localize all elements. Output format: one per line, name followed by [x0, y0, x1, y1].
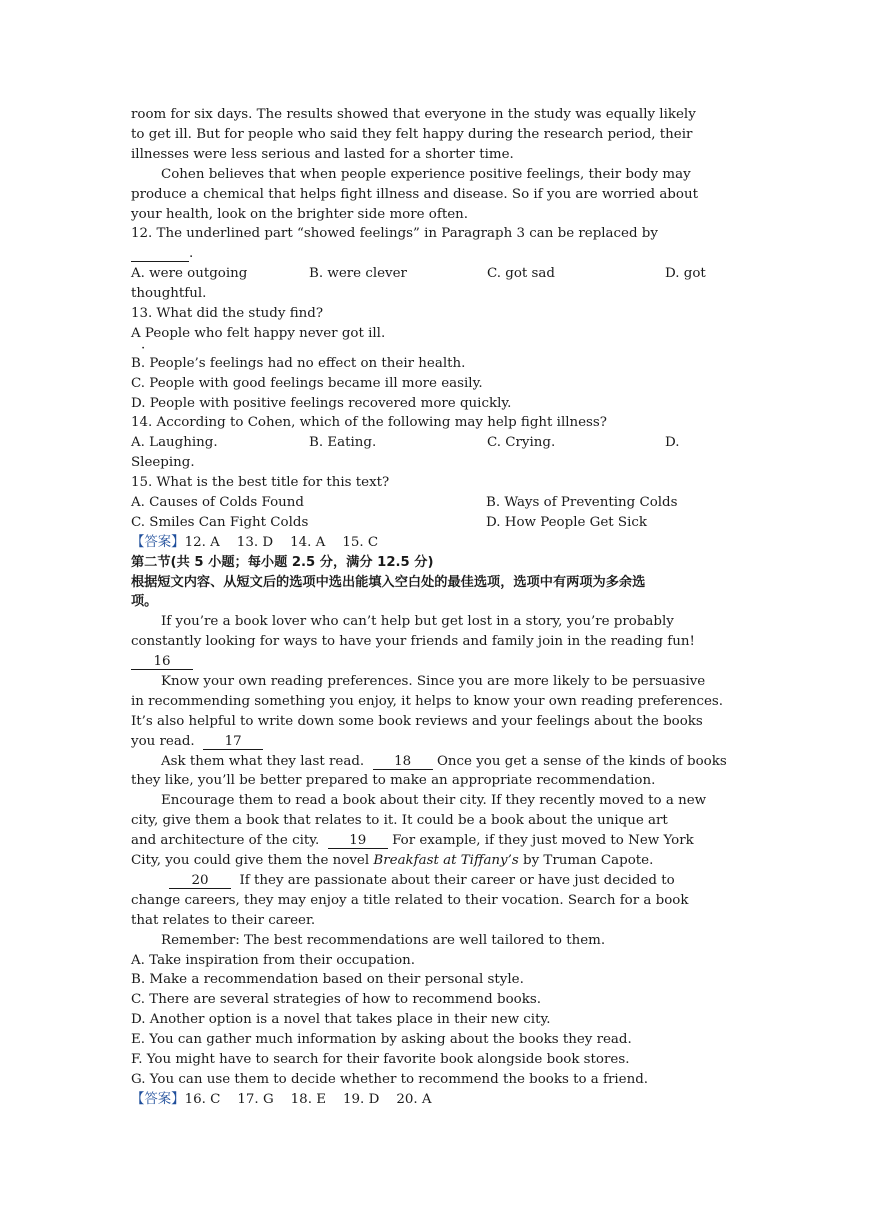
answer-text: 16. C 17. G 18. E 19. D 20. A	[184, 1091, 432, 1107]
option-c: C. got sad	[487, 266, 555, 282]
text-line: in recommending something you enjoy, it helps to know your own reading preferences.	[131, 693, 724, 709]
answer-text: 12. A 13. D 14. A 15. C	[184, 534, 379, 550]
blank-17: 17	[203, 734, 263, 750]
stray-dot: ·	[141, 340, 146, 356]
question-stem: 13. What did the study find?	[131, 305, 324, 321]
passage1-paragraph3	[131, 165, 738, 225]
answer-blank-line	[131, 244, 738, 264]
text-line: Cohen believes that when people experience positive feelings, their body may	[161, 166, 691, 182]
option-d: D. Another option is a novel that takes place in their new city.	[131, 1012, 551, 1028]
passage2-paragraph1	[131, 612, 738, 672]
option-a: A People who felt happy never got ill.	[131, 325, 386, 341]
options-row	[131, 264, 738, 284]
option-b: B. were clever	[309, 266, 407, 282]
text-fragment: you read.	[131, 733, 195, 749]
blank-18: 18	[373, 754, 433, 770]
text-line	[131, 752, 738, 772]
passage1-paragraph2	[131, 105, 738, 165]
book-title: Breakfast at Tiffany’s	[373, 853, 519, 869]
text-line: they like, you’ll be better prepared to make an appropriate recommendation.	[131, 773, 656, 789]
text-fragment: Once you get a sense of the kinds of books	[436, 753, 727, 769]
text-line	[131, 851, 738, 871]
option-d-wrap: thoughtful.	[131, 286, 207, 302]
answer-key	[131, 1090, 738, 1110]
options-row	[131, 433, 738, 453]
blank-period: .	[189, 246, 194, 262]
text-line: constantly looking for ways to have your friends and family join in the reading fun!	[131, 634, 695, 650]
document-page	[131, 105, 738, 1110]
option-a: A. Causes of Colds Found	[131, 494, 304, 510]
passage2-paragraph3	[131, 752, 738, 792]
question-15	[131, 473, 738, 533]
passage2-paragraph6: Remember: The best recommendations are well tailored to them.	[161, 932, 606, 948]
text-line: If you’re a book lover who can’t help but get lost in a story, you’re probably	[161, 614, 674, 630]
text-line: to get ill. But for people who said they felt happy during the research period, their	[131, 126, 693, 142]
text-fragment: Ask them what they last read.	[161, 753, 365, 769]
option-d-wrap: Sleeping.	[131, 455, 195, 471]
passage2-paragraph5	[131, 871, 738, 931]
text-line: city, give them a book that relates to it. It could be a book about the unique art	[131, 813, 668, 829]
text-line: It’s also helpful to write down some book reviews and your feelings about the books	[131, 713, 703, 729]
text-line: Know your own reading preferences. Since you are more likely to be persuasive	[161, 674, 706, 689]
answer-tag: 【答案】	[131, 534, 185, 550]
text-fragment: City, you could give them the novel	[131, 853, 370, 869]
text-fragment: and architecture of the city.	[131, 833, 320, 849]
option-d: D. People with positive feelings recovered more quickly.	[131, 395, 512, 411]
text-line	[131, 871, 738, 891]
option-c: C. Crying.	[487, 435, 556, 451]
option-e: E. You can gather much information by asking about the books they read.	[131, 1032, 632, 1048]
blank-line	[131, 652, 738, 672]
text-line: Encourage them to read a book about their city. If they recently moved to a new	[161, 793, 707, 809]
option-c: C. Smiles Can Fight Colds	[131, 514, 309, 530]
option-a: A. were outgoing	[131, 266, 248, 282]
text-fragment: by Truman Capote.	[523, 853, 654, 869]
option-b: B. Make a recommendation based on their personal style.	[131, 972, 524, 988]
option-b: B. Eating.	[309, 435, 377, 451]
text-line	[131, 732, 738, 752]
text-line: illnesses were less serious and lasted for a shorter time.	[131, 146, 514, 162]
option-g: G. You can use them to decide whether to recommend the books to a friend.	[131, 1071, 649, 1087]
passage2-paragraph2	[131, 672, 738, 752]
blank-20: 20	[169, 873, 231, 889]
option-c: C. People with good feelings became ill more easily.	[131, 375, 483, 391]
answer-key	[131, 533, 738, 553]
text-line: that relates to their career.	[131, 912, 316, 928]
option-b: B. Ways of Preventing Colds	[486, 494, 678, 510]
text-line: produce a chemical that helps fight illness and disease. So if you are worried about	[131, 186, 698, 202]
blank-16: 16	[131, 654, 193, 670]
text-fragment: For example, if they just moved to New York	[392, 833, 694, 849]
question-12	[131, 224, 738, 304]
option-d: D.	[665, 435, 680, 451]
option-c: C. There are several strategies of how to recommend books.	[131, 992, 541, 1008]
section-instructions: 根据短文内容、从短文后的选项中选出能填入空白处的最佳选项，选项中有两项为多余选	[131, 574, 646, 590]
text-line: change careers, they may enjoy a title related to their vocation. Search for a book	[131, 892, 689, 908]
section-instructions-wrap: 项。	[131, 594, 158, 610]
option-d: D. How People Get Sick	[486, 514, 647, 530]
option-d: D. got	[665, 266, 706, 282]
question-stem: 12. The underlined part “showed feelings” in Paragraph 3 can be replaced by	[131, 226, 658, 242]
passage2-paragraph4	[131, 791, 738, 871]
question-stem: 14. According to Cohen, which of the following may help fight illness?	[131, 415, 607, 431]
question-13	[131, 304, 738, 413]
options-row	[131, 493, 738, 513]
option-a: A. Laughing.	[131, 435, 218, 451]
text-line: your health, look on the brighter side more often.	[131, 206, 469, 222]
answer-tag: 【答案】	[131, 1091, 185, 1107]
options-list	[131, 951, 738, 1090]
question-14	[131, 413, 738, 473]
text-fragment: If they are passionate about their career or have just decided to	[239, 872, 675, 888]
option-f: F. You might have to search for their favorite book alongside book stores.	[131, 1051, 630, 1067]
question-stem: 15. What is the best title for this text?	[131, 475, 390, 491]
text-line: room for six days. The results showed that everyone in the study was equally likely	[131, 107, 696, 122]
option-b: B. People’s feelings had no effect on their health.	[131, 355, 466, 371]
options-row	[131, 513, 738, 533]
text-line	[131, 831, 738, 851]
blank-19: 19	[328, 833, 388, 849]
section-heading: 第二节(共 5 小题；每小题 2.5 分，满分 12.5 分)	[131, 554, 434, 570]
option-a: A. Take inspiration from their occupation.	[131, 952, 416, 968]
